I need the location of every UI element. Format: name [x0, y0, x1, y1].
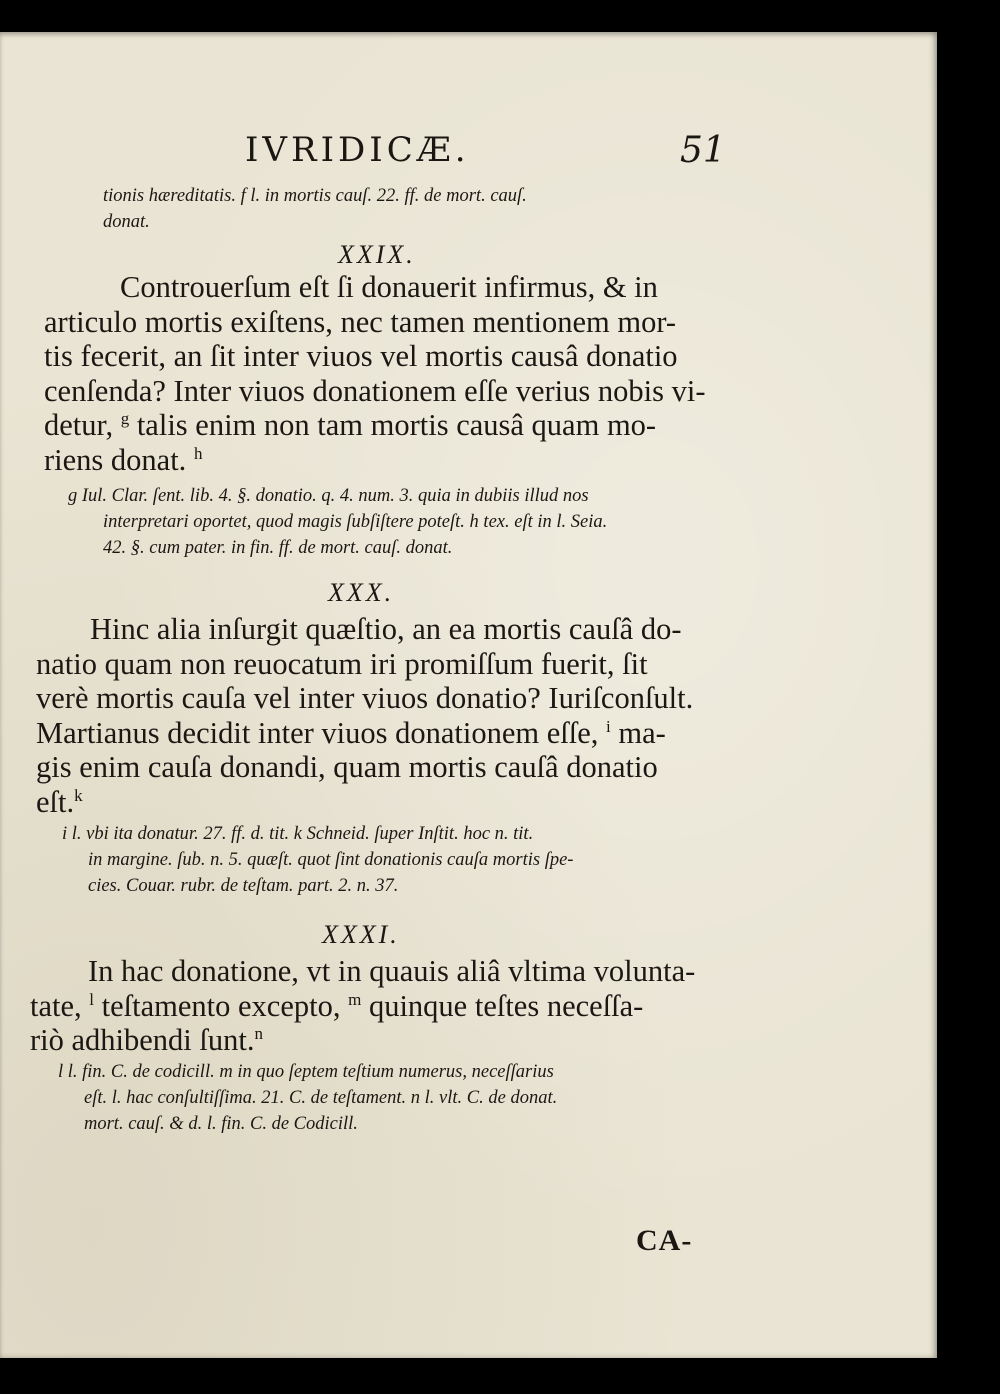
top-note-line: tionis hæreditatis. f l. in mortis cauſ. 22. ff. de mort. cauſ.: [103, 186, 527, 206]
running-head: IVRIDICÆ.: [245, 130, 470, 170]
footnote-line: interpretari oportet, quod magis ſubſiſtere poteſt. h tex. eſt in l. Seia.: [103, 512, 608, 532]
footnote-line: cies. Couar. rubr. de teſtam. part. 2. n. 37.: [88, 876, 399, 896]
top-note-line: donat.: [103, 212, 150, 232]
body-line: gis enim cauſa donandi, quam mortis cauſâ donatio: [36, 750, 658, 784]
footnote-line: 42. §. cum pater. in fin. ff. de mort. cauſ. donat.: [103, 538, 453, 558]
footnote-marker: g: [120, 408, 130, 428]
footnote-line: eſt. l. hac conſultiſſima. 21. C. de teſtament. n l. vlt. C. de donat.: [84, 1088, 558, 1108]
body-line: detur, $^g$ talis enim non tam mortis causâ quam mo-: [44, 408, 657, 442]
body-line: riens donat. $^h$: [44, 443, 203, 477]
page-number: 51: [680, 130, 726, 171]
footnote-marker: i: [606, 716, 611, 736]
body-line: articulo mortis exiſtens, nec tamen mentionem mor-: [44, 305, 677, 339]
body-line: tis fecerit, an ſit inter viuos vel mortis causâ donatio: [44, 339, 678, 373]
body-line: Controuerſum eſt ſi donauerit infirmus, & in: [120, 270, 658, 304]
section-heading: XXIX.: [338, 240, 416, 269]
footnote-marker: h: [193, 443, 203, 463]
body-line: cenſenda? Inter viuos donationem eſſe verius nobis vi-: [44, 374, 706, 408]
section-heading: XXXI.: [322, 920, 400, 949]
footnote-line: l l. fin. C. de codicill. m in quo ſeptem teſtium numerus, neceſſarius: [58, 1062, 554, 1082]
body-line: In hac donatione, vt in quauis aliâ vltima volunta-: [88, 954, 696, 988]
body-line: Martianus decidit inter viuos donationem eſſe, $^i$ ma-: [36, 716, 666, 750]
section-heading: XXX.: [328, 578, 395, 607]
footnote-marker: m: [348, 989, 362, 1009]
footnote-line: in margine. ſub. n. 5. quæſt. quot ſint donationis cauſa mortis ſpe-: [88, 850, 574, 870]
book-page: [0, 32, 937, 1358]
body-line: riò adhibendi ſunt.$^n$: [30, 1023, 263, 1057]
body-line: tate, $^l$ teſtamento excepto, $^m$ quinque teſtes neceſſa-: [30, 989, 644, 1023]
body-line: verè mortis cauſa vel inter viuos donatio? Iuriſconſult.: [36, 681, 694, 715]
footnote-line: mort. cauſ. & d. l. fin. C. de Codicill.: [84, 1114, 358, 1134]
footnote-marker: l: [89, 989, 95, 1009]
footnote-marker: k: [74, 785, 83, 805]
footnote-marker: n: [254, 1023, 263, 1043]
catchword: CA-: [636, 1224, 693, 1257]
body-line: natio quam non reuocatum iri promiſſum fuerit, ſit: [36, 647, 648, 681]
footnote-line: i l. vbi ita donatur. 27. ff. d. tit. k Schneid. ſuper Inſtit. hoc n. tit.: [62, 824, 534, 844]
body-line: eſt.$^k$: [36, 785, 83, 819]
footnote-line: g Iul. Clar. ſent. lib. 4. §. donatio. q. 4. num. 3. quia in dubiis illud nos: [68, 486, 589, 506]
body-line: Hinc alia inſurgit quæſtio, an ea mortis cauſâ do-: [90, 612, 682, 646]
